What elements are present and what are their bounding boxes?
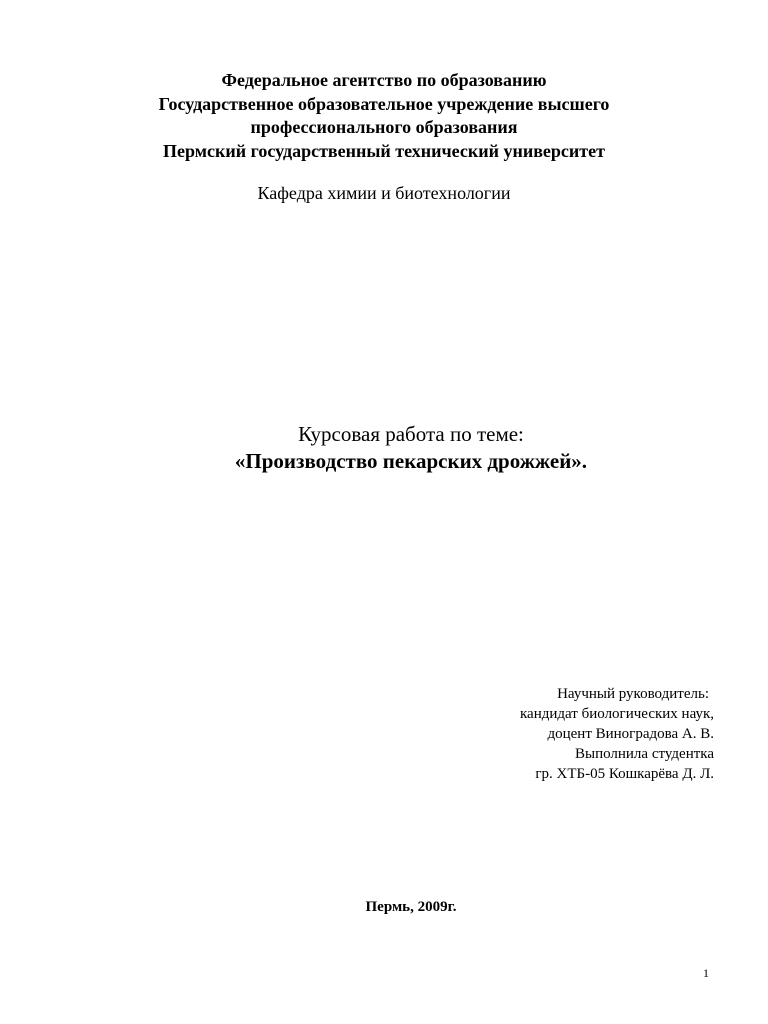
author-block <box>520 684 714 784</box>
header-line-institution-type: Государственное образовательное учреждение высшего <box>158 93 610 114</box>
header-line-university: Пермский государственный технический университет <box>163 140 605 161</box>
header-line-education-level: профессионального образования <box>250 117 518 137</box>
student-label: Выполнила студентка <box>574 746 714 762</box>
supervisor-name: доцент Виноградова А. В. <box>547 726 714 742</box>
title-topic: «Производство пекарских дрожжей». <box>234 449 588 473</box>
place-year: Пермь, 2009г. <box>365 899 457 915</box>
student-group-name: гр. ХТБ-05 Кошкарёва Д. Л. <box>535 766 714 782</box>
supervisor-degree: кандидат биологических наук, <box>520 706 714 722</box>
department-name: Кафедра химии и биотехнологии <box>257 183 511 203</box>
title-block <box>0 421 768 475</box>
header-line-agency: Федеральное агентство по образованию <box>221 70 547 90</box>
title-caption: Курсовая работа по теме: <box>298 422 524 446</box>
institution-header <box>0 69 768 163</box>
page-number: 1 <box>703 966 709 980</box>
supervisor-label: Научный руководитель: <box>557 686 709 702</box>
